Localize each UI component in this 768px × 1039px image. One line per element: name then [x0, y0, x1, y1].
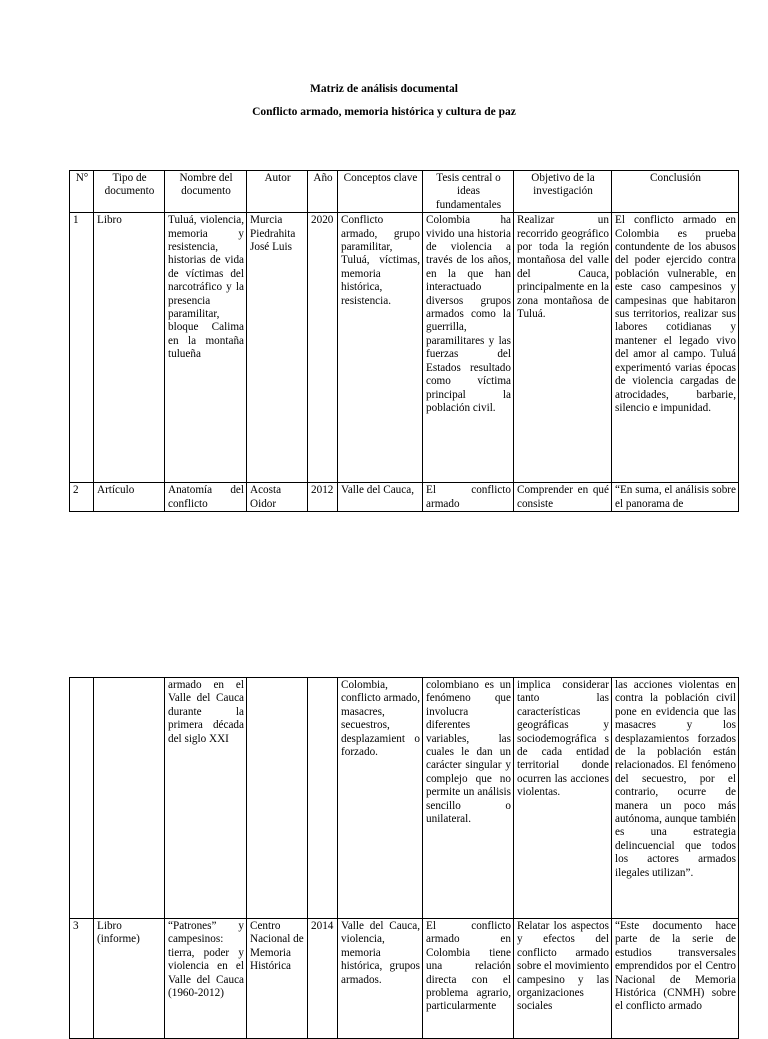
header-n: N°	[70, 171, 94, 213]
row-anio-empty	[308, 678, 338, 919]
row-conceptos: Conflicto armado, grupo paramilitar, Tuluá, víctimas, memoria histórica, resistencia.	[338, 213, 423, 483]
row-autor: Murcia Piedrahita José Luis	[247, 213, 308, 483]
table-row	[70, 919, 739, 1039]
table-header-row	[70, 171, 739, 213]
header-tipo: Tipo de documento	[94, 171, 165, 213]
row-nombre: “Patrones” y campesinos: tierra, poder y violencia en el Valle del Cauca (1960-2012)	[165, 919, 247, 1039]
row-objetivo: Realizar un recorrido geográfico por toda la región montañosa del valle del Cauca, principalmente en la zona montañosa de Tuluá.	[514, 213, 612, 483]
row-objetivo: implica considerar tanto las características geográficas y sociodemográfica s de cada entidad territorial donde ocurren las acciones violentas.	[514, 678, 612, 919]
row-tesis: El conflicto armado	[423, 483, 514, 512]
row-anio: 2012	[308, 483, 338, 512]
row-number: 1	[70, 213, 94, 483]
row-conclusion: “Este documento hace parte de la serie de estudios transversales emprendidos por el Centro Nacional de Memoria Histórica (CNMH) sobre el conflicto armado	[612, 919, 739, 1039]
row-autor: Centro Nacional de Memoria Histórica	[247, 919, 308, 1039]
row-number: 2	[70, 483, 94, 512]
table-row	[70, 678, 739, 919]
header-anio: Año	[308, 171, 338, 213]
row-conceptos: Colombia, conflicto armado, masacres, secuestros, desplazamient o forzado.	[338, 678, 423, 919]
row-objetivo: Relatar los aspectos y efectos del conflicto armado sobre el movimiento campesino y las organizaciones sociales	[514, 919, 612, 1039]
document-subtitle: Conflicto armado, memoria histórica y cultura de paz	[252, 106, 516, 118]
row-tesis: Colombia ha vivido una historia de violencia a través de los años, en la que han interactuado diversos grupos armados como la guerrilla, paramilitares y las fuerzas del Estados resultado como víctima principal la población civil.	[423, 213, 514, 483]
document-title: Matriz de análisis documental	[310, 83, 458, 95]
header-tesis: Tesis central o ideas fundamentales	[423, 171, 514, 213]
row-objetivo: Comprender en qué consiste	[514, 483, 612, 512]
row-conceptos: Valle del Cauca, violencia, memoria histórica, grupos armados.	[338, 919, 423, 1039]
row-nombre: Anatomía del conflicto	[165, 483, 247, 512]
row-anio: 2020	[308, 213, 338, 483]
row-conceptos: Valle del Cauca,	[338, 483, 423, 512]
row-conclusion: El conflicto armado en Colombia es prueba contundente de los abusos del poder ejercido contra población vulnerable, en este caso campesinos y campesinas que habitaron sus territorios, realizar sus labores cotidianas y mantener el legado vivo del amor al campo. Tuluá experimentó varias épocas de violencia cargadas de atrocidades, barbarie, silencio e impunidad.	[612, 213, 739, 483]
row-tipo: Libro (informe)	[94, 919, 165, 1039]
row-autor-empty	[247, 678, 308, 919]
row-number-empty	[70, 678, 94, 919]
row-anio: 2014	[308, 919, 338, 1039]
header-conclusion: Conclusión	[612, 171, 739, 213]
row-tesis: El conflicto armado en Colombia tiene una relación directa con el problema agrario, particularmente	[423, 919, 514, 1039]
row-tipo-empty	[94, 678, 165, 919]
row-number: 3	[70, 919, 94, 1039]
header-conceptos: Conceptos clave	[338, 171, 423, 213]
header-autor: Autor	[247, 171, 308, 213]
row-nombre: armado en el Valle del Cauca durante la primera década del siglo XXI	[165, 678, 247, 919]
document-page-2	[0, 530, 768, 1024]
row-conclusion: las acciones violentas en contra la población civil pone en evidencia que las masacres y los desplazamientos forzados de la población están relacionados. El fenómeno del secuestro, por el contrario, ocurre de manera un poco más autónoma, aunque también es una estrategia delincuencial que todos los actores armados ilegales utilizan”.	[612, 678, 739, 919]
row-tipo: Libro	[94, 213, 165, 483]
row-tesis: colombiano es un fenómeno que involucra diferentes variables, las cuales le dan un carácter singular y complejo que no permite un análisis sencillo o unilateral.	[423, 678, 514, 919]
row-tipo: Artículo	[94, 483, 165, 512]
header-nombre: Nombre del documento	[165, 171, 247, 213]
row-nombre: Tuluá, violencia, memoria y resistencia, historias de vida de víctimas del narcotráfico y la presencia paramilitar, bloque Calima en la montaña tulueña	[165, 213, 247, 483]
table-row	[70, 213, 739, 483]
row-autor: Acosta Oidor	[247, 483, 308, 512]
analysis-matrix-table	[69, 170, 739, 512]
header-objetivo: Objetivo de la investigación	[514, 171, 612, 213]
analysis-matrix-table-continued	[69, 677, 739, 1039]
table-row	[70, 483, 739, 512]
row-conclusion: “En suma, el análisis sobre el panorama de	[612, 483, 739, 512]
